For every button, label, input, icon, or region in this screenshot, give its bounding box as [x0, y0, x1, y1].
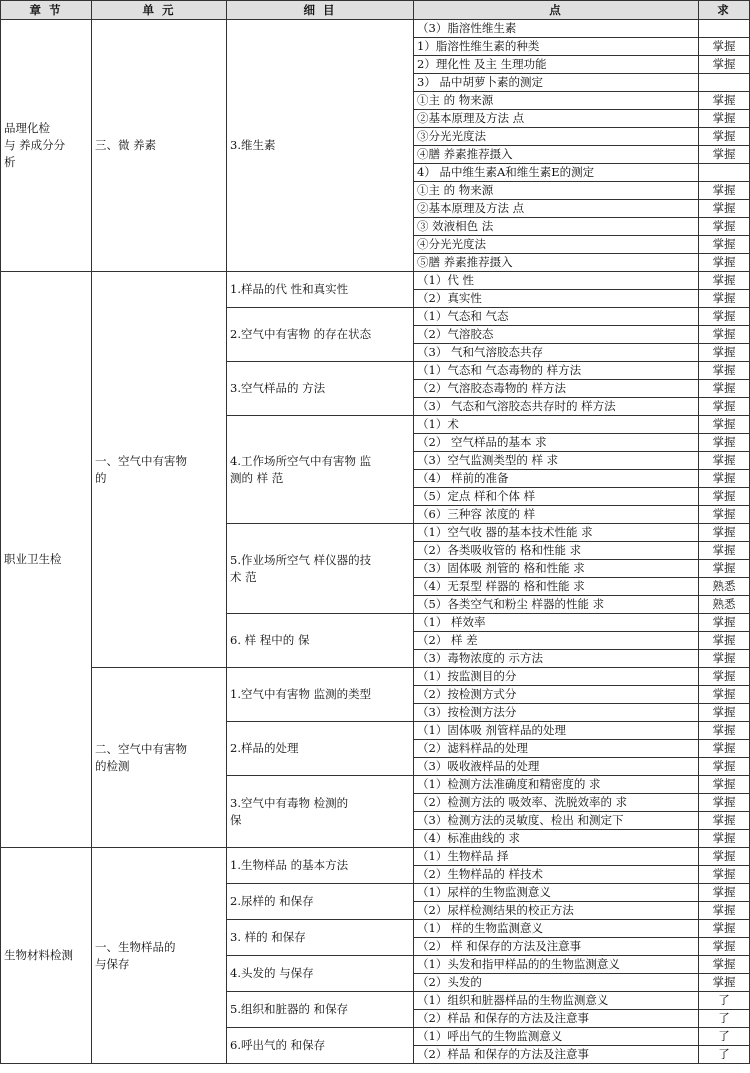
point-cell: （1）头发和指甲样品的的生物监测意义 — [414, 956, 699, 974]
detail-cell: 2.尿样的 和保存 — [227, 884, 414, 920]
point-cell: （3）毒物浓度的 示方法 — [414, 650, 699, 668]
requirement-cell: 了 — [699, 1010, 750, 1028]
requirement-cell — [699, 20, 750, 38]
point-cell: （1）代 性 — [414, 272, 699, 290]
detail-cell: 6. 样 程中的 保 — [227, 614, 414, 668]
point-cell: （2） 样 和保存的方法及注意事 — [414, 938, 699, 956]
requirement-cell: 掌握 — [699, 740, 750, 758]
requirement-cell: 掌握 — [699, 920, 750, 938]
requirement-cell: 掌握 — [699, 38, 750, 56]
header-requirement: 求 — [699, 1, 750, 20]
requirement-cell: 熟悉 — [699, 578, 750, 596]
point-cell: （1）按监测目的分 — [414, 668, 699, 686]
unit-cell: 二、空气中有害物 的检测 — [92, 668, 227, 848]
requirement-cell: 掌握 — [699, 56, 750, 74]
requirement-cell: 掌握 — [699, 272, 750, 290]
point-cell: （2） 样 差 — [414, 632, 699, 650]
point-cell: （2）头发的 — [414, 974, 699, 992]
point-cell: ④分光光度法 — [414, 236, 699, 254]
requirement-cell: 掌握 — [699, 254, 750, 272]
requirement-cell: 掌握 — [699, 398, 750, 416]
point-cell: （1）呼出气的生物监测意义 — [414, 1028, 699, 1046]
point-cell: ②基本原理及方法 点 — [414, 200, 699, 218]
point-cell: ⑤膳 养素推荐摄入 — [414, 254, 699, 272]
point-cell: ③ 效液相色 法 — [414, 218, 699, 236]
header-row — [1, 1, 750, 20]
point-cell: （4）标准曲线的 求 — [414, 830, 699, 848]
detail-cell: 3.维生素 — [227, 20, 414, 272]
detail-cell: 3. 样的 和保存 — [227, 920, 414, 956]
requirement-cell: 了 — [699, 1028, 750, 1046]
point-cell: ①主 的 物来源 — [414, 182, 699, 200]
requirement-cell: 掌握 — [699, 506, 750, 524]
requirement-cell: 掌握 — [699, 344, 750, 362]
table-row — [1, 20, 750, 38]
table-body — [1, 20, 750, 1064]
requirement-cell: 掌握 — [699, 686, 750, 704]
requirement-cell: 掌握 — [699, 380, 750, 398]
point-cell: ④膳 养素推荐摄入 — [414, 146, 699, 164]
point-cell: （2）尿样检测结果的校正方法 — [414, 902, 699, 920]
point-cell: 1）脂溶性维生素的种类 — [414, 38, 699, 56]
point-cell: （5）各类空气和粉尘 样器的性能 求 — [414, 596, 699, 614]
point-cell: （1）组织和脏器样品的生物监测意义 — [414, 992, 699, 1010]
requirement-cell: 掌握 — [699, 416, 750, 434]
point-cell: （5）定点 样和个体 样 — [414, 488, 699, 506]
point-cell: （1）术 — [414, 416, 699, 434]
detail-cell: 3.空气样品的 方法 — [227, 362, 414, 416]
requirement-cell: 掌握 — [699, 200, 750, 218]
point-cell: （1）检测方法准确度和精密度的 求 — [414, 776, 699, 794]
detail-cell: 3.空气中有毒物 检测的 保 — [227, 776, 414, 848]
requirement-cell: 掌握 — [699, 560, 750, 578]
requirement-cell: 掌握 — [699, 290, 750, 308]
requirement-cell: 了 — [699, 992, 750, 1010]
requirement-cell: 掌握 — [699, 542, 750, 560]
requirement-cell: 掌握 — [699, 470, 750, 488]
requirement-cell: 掌握 — [699, 704, 750, 722]
point-cell: 4） 品中维生素A和维生素E的测定 — [414, 164, 699, 182]
header-unit: 单 元 — [92, 1, 227, 20]
point-cell: （1）固体吸 剂管样品的处理 — [414, 722, 699, 740]
point-cell: （1） 样的生物监测意义 — [414, 920, 699, 938]
requirement-cell: 掌握 — [699, 830, 750, 848]
point-cell: （2） 空气样品的基本 求 — [414, 434, 699, 452]
requirement-cell: 掌握 — [699, 776, 750, 794]
detail-cell: 5.组织和脏器的 和保存 — [227, 992, 414, 1028]
detail-cell: 4.工作场所空气中有害物 监 测的 样 范 — [227, 416, 414, 524]
point-cell: （4） 样前的准备 — [414, 470, 699, 488]
point-cell: 3） 品中胡萝卜素的测定 — [414, 74, 699, 92]
point-cell: （4）无泵型 样器的 格和性能 求 — [414, 578, 699, 596]
point-cell: （2）样品 和保存的方法及注意事 — [414, 1046, 699, 1064]
point-cell: （1）空气收 器的基本技术性能 求 — [414, 524, 699, 542]
point-cell: （3）固体吸 剂管的 格和性能 求 — [414, 560, 699, 578]
detail-cell: 5.作业场所空气 样仪器的技 术 范 — [227, 524, 414, 614]
requirement-cell: 掌握 — [699, 902, 750, 920]
point-cell: （2）按检测方式分 — [414, 686, 699, 704]
requirement-cell: 掌握 — [699, 218, 750, 236]
requirement-cell: 掌握 — [699, 614, 750, 632]
requirement-cell: 掌握 — [699, 308, 750, 326]
point-cell: （6）三种容 浓度的 样 — [414, 506, 699, 524]
requirement-cell: 掌握 — [699, 524, 750, 542]
requirement-cell: 掌握 — [699, 794, 750, 812]
detail-cell: 2.样品的处理 — [227, 722, 414, 776]
table-row — [1, 272, 750, 290]
point-cell: （3）脂溶性维生素 — [414, 20, 699, 38]
point-cell: （3）空气监测类型的 样 求 — [414, 452, 699, 470]
point-cell: （1）气态和 气态毒物的 样方法 — [414, 362, 699, 380]
point-cell: （2）真实性 — [414, 290, 699, 308]
point-cell: ①主 的 物来源 — [414, 92, 699, 110]
chapter-cell: 品理化检 与 养成分分 析 — [1, 20, 92, 272]
requirement-cell: 掌握 — [699, 434, 750, 452]
requirement-cell — [699, 164, 750, 182]
requirement-cell: 掌握 — [699, 110, 750, 128]
point-cell: （3）检测方法的灵敏度、检出 和测定下 — [414, 812, 699, 830]
requirement-cell: 掌握 — [699, 326, 750, 344]
unit-cell: 三、微 养素 — [92, 20, 227, 272]
detail-cell: 1.空气中有害物 监测的类型 — [227, 668, 414, 722]
chapter-cell: 职业卫生检 — [1, 272, 92, 848]
header-chapter: 章 节 — [1, 1, 92, 20]
header-point: 点 — [414, 1, 699, 20]
unit-cell: 一、空气中有害物 的 — [92, 272, 227, 668]
detail-cell: 1.生物样品 的基本方法 — [227, 848, 414, 884]
detail-cell: 1.样品的代 性和真实性 — [227, 272, 414, 308]
requirement-cell: 掌握 — [699, 812, 750, 830]
point-cell: ③分光光度法 — [414, 128, 699, 146]
requirement-cell: 掌握 — [699, 758, 750, 776]
point-cell: （1）尿样的生物监测意义 — [414, 884, 699, 902]
requirement-cell: 掌握 — [699, 848, 750, 866]
requirement-cell: 掌握 — [699, 146, 750, 164]
requirement-cell: 掌握 — [699, 866, 750, 884]
point-cell: （1）生物样品 择 — [414, 848, 699, 866]
table-row — [1, 668, 750, 686]
requirement-cell: 熟悉 — [699, 596, 750, 614]
point-cell: （3）吸收液样品的处理 — [414, 758, 699, 776]
point-cell: （2）生物样品的 样技术 — [414, 866, 699, 884]
point-cell: （2）各类吸收管的 格和性能 求 — [414, 542, 699, 560]
requirement-cell: 掌握 — [699, 128, 750, 146]
requirement-cell: 掌握 — [699, 236, 750, 254]
requirement-cell — [699, 74, 750, 92]
point-cell: （2）气溶胶态 — [414, 326, 699, 344]
requirement-cell: 掌握 — [699, 92, 750, 110]
point-cell: （1） 样效率 — [414, 614, 699, 632]
point-cell: （1）气态和 气态 — [414, 308, 699, 326]
requirement-cell: 掌握 — [699, 182, 750, 200]
point-cell: 2）理化性 及主 生理功能 — [414, 56, 699, 74]
table-row — [1, 848, 750, 866]
requirement-cell: 掌握 — [699, 722, 750, 740]
requirement-cell: 掌握 — [699, 362, 750, 380]
point-cell: （2）检测方法的 吸效率、洗脱效率的 求 — [414, 794, 699, 812]
header-detail: 细 目 — [227, 1, 414, 20]
requirement-cell: 掌握 — [699, 452, 750, 470]
unit-cell: 一、生物样品的 与保存 — [92, 848, 227, 1064]
point-cell: （3）按检测方法分 — [414, 704, 699, 722]
detail-cell: 4.头发的 与保存 — [227, 956, 414, 992]
requirement-cell: 掌握 — [699, 974, 750, 992]
point-cell: （3） 气和气溶胶态共存 — [414, 344, 699, 362]
chapter-cell: 生物材料检测 — [1, 848, 92, 1064]
point-cell: （2）气溶胶态毒物的 样方法 — [414, 380, 699, 398]
point-cell: ②基本原理及方法 点 — [414, 110, 699, 128]
requirement-cell: 掌握 — [699, 884, 750, 902]
point-cell: （2）样品 和保存的方法及注意事 — [414, 1010, 699, 1028]
requirement-cell: 掌握 — [699, 668, 750, 686]
requirement-cell: 掌握 — [699, 632, 750, 650]
requirement-cell: 掌握 — [699, 956, 750, 974]
point-cell: （3） 气态和气溶胶态共存时的 样方法 — [414, 398, 699, 416]
requirement-cell: 掌握 — [699, 938, 750, 956]
requirement-cell: 了 — [699, 1046, 750, 1064]
detail-cell: 2.空气中有害物 的存在状态 — [227, 308, 414, 362]
requirement-cell: 掌握 — [699, 488, 750, 506]
requirement-cell: 掌握 — [699, 650, 750, 668]
detail-cell: 6.呼出气的 和保存 — [227, 1028, 414, 1064]
point-cell: （2）滤料样品的处理 — [414, 740, 699, 758]
